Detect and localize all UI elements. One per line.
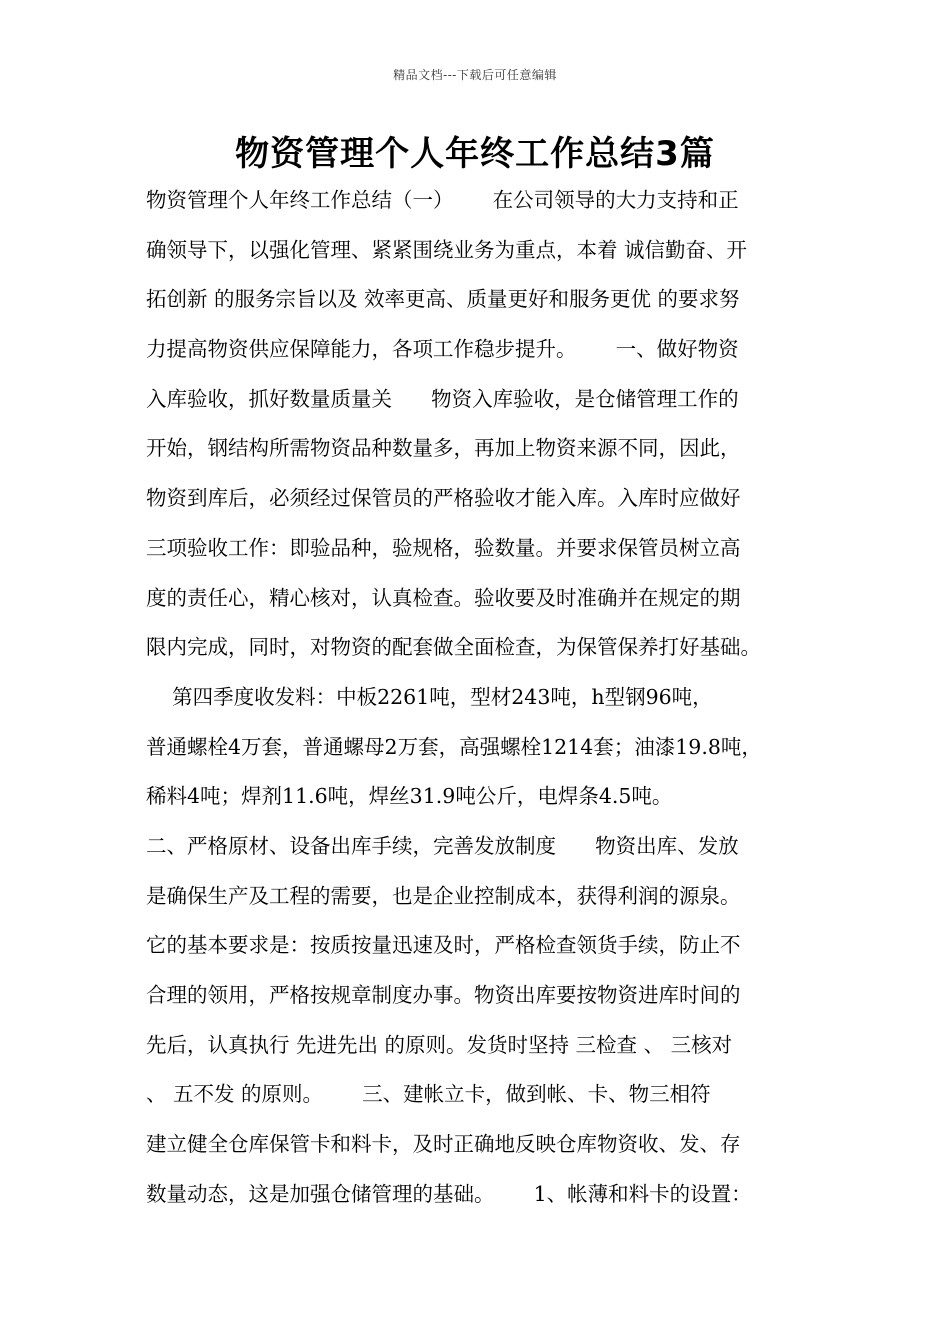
text-line: 物资管理个人年终工作总结（一） 在公司领导的大力支持和正: [146, 188, 739, 212]
text-line: 是确保生产及工程的需要，也是企业控制成本，获得利润的源泉。: [146, 883, 741, 908]
text-line: 数量动态，这是加强仓储管理的基础。 1、帐薄和料卡的设置：: [146, 1181, 752, 1206]
document-body: [146, 176, 826, 1219]
text-line: 力提高物资供应保障能力，各项工作稳步提升。 一、做好物资: [146, 337, 739, 362]
text-line: 它的基本要求是：按质按量迅速及时，严格检查领货手续，防止不: [146, 933, 741, 958]
text-line: 第四季度收发料：中板2261吨，型材243吨，h型钢96吨，: [146, 684, 713, 709]
header-note: 精品文档---下载后可任意编辑: [393, 68, 557, 82]
text-line: 开始，钢结构所需物资品种数量多，再加上物资来源不同，因此，: [146, 436, 741, 461]
text-line: 普通螺栓4万套，普通螺母2万套，高强螺栓1214套；油漆19.8吨，: [146, 734, 762, 759]
text-line: 稀料4吨；焊剂11.6吨，焊丝31.9吨公斤，电焊条4.5吨。: [146, 784, 673, 809]
text-line: 入库验收，抓好数量质量关 物资入库验收，是仓储管理工作的: [146, 386, 739, 411]
text-line: 度的责任心，精心核对，认真检查。验收要及时准确并在规定的期: [146, 585, 741, 610]
text-line: 合理的领用，严格按规章制度办事。物资出库要按物资进库时间的: [146, 983, 741, 1007]
text-line: 物资到库后，必须经过保管员的严格验收才能入库。入库时应做好: [146, 486, 741, 511]
text-line: 二、严格原材、设备出库手续，完善发放制度 物资出库、发放: [146, 833, 739, 858]
text-line: 确领导下，以强化管理、紧紧围绕业务为重点，本着 诚信勤奋、开: [146, 237, 748, 262]
text-line: 三项验收工作：即验品种，验规格，验数量。并要求保管员树立高: [146, 535, 741, 560]
text-line: 、 五不发 的原则。 三、建帐立卡，做到帐、卡、物三相符: [146, 1082, 711, 1107]
text-line: 拓创新 的服务宗旨以及 效率更高、质量更好和服务更优 的要求努: [146, 287, 740, 312]
document-title: 物资管理个人年终工作总结3篇: [235, 134, 715, 174]
text-line: 先后，认真执行 先进先出 的原则。发货时坚持 三检查 、 三核对: [146, 1032, 733, 1057]
text-line: 建立健全仓库保管卡和料卡，及时正确地反映仓库物资收、发、存: [146, 1132, 741, 1157]
text-line: 限内完成，同时，对物资的配套做全面检查，为保管保养打好基础。: [146, 635, 761, 660]
